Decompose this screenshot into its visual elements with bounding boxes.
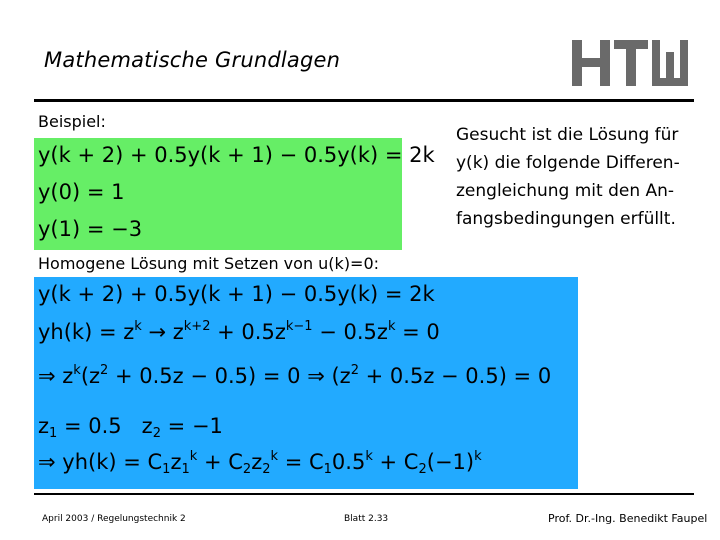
description-line: zengleichung mit den An- [456, 181, 675, 201]
homogeneous-solution-box [34, 277, 578, 489]
footer-page: Blatt 2.33 [344, 514, 389, 524]
slide-title: Mathematische Grundlagen [44, 48, 341, 72]
given-equations-box [34, 138, 435, 250]
top-divider [34, 99, 694, 102]
homogeneous-eq-4: $z_1 = 0.5$ $z_2 = -1$ [38, 414, 223, 441]
description-line: Gesucht ist die Lösung für [456, 125, 679, 145]
bottom-divider [34, 493, 694, 495]
homogeneous-eq-2: $yh(k) = z^k \to z^{k+2} + 0.5z^{k-1} - 0.5z^k = 0$ [38, 319, 440, 344]
footer-date-course: April 2003 / Regelungstechnik 2 [42, 514, 186, 524]
initial-condition-y0: y(0) = 1 [38, 180, 125, 204]
initial-condition-y1: y(1) = −3 [38, 217, 143, 241]
homogeneous-eq-3: ⇒ $z^k(z^2 + 0.5z - 0.5) = 0$ ⇒ $(z^2 + 0.5z - 0.5) = 0$ [38, 363, 552, 388]
difference-equation: y(k + 2) + 0.5y(k + 1) − 0.5y(k) = 2k [38, 143, 435, 167]
homogeneous-eq-1: y(k + 2) + 0.5y(k + 1) − 0.5y(k) = 2k [38, 282, 435, 306]
task-description [456, 121, 706, 233]
homogeneous-eq-5: ⇒ $yh(k) = C_1z_1^k + C_2z_2^k = C_10.5^k + C_2(-1)^k$ [38, 449, 482, 477]
beispiel-label: Beispiel: [38, 112, 106, 131]
homogeneous-label: Homogene Lösung mit Setzen von u(k)=0: [38, 254, 380, 273]
description-line: fangsbedingungen erfüllt. [456, 209, 676, 229]
htw-logo [570, 38, 692, 88]
description-line: y(k) die folgende Differen- [456, 153, 680, 173]
footer-author: Prof. Dr.-Ing. Benedikt Faupel [548, 512, 708, 525]
